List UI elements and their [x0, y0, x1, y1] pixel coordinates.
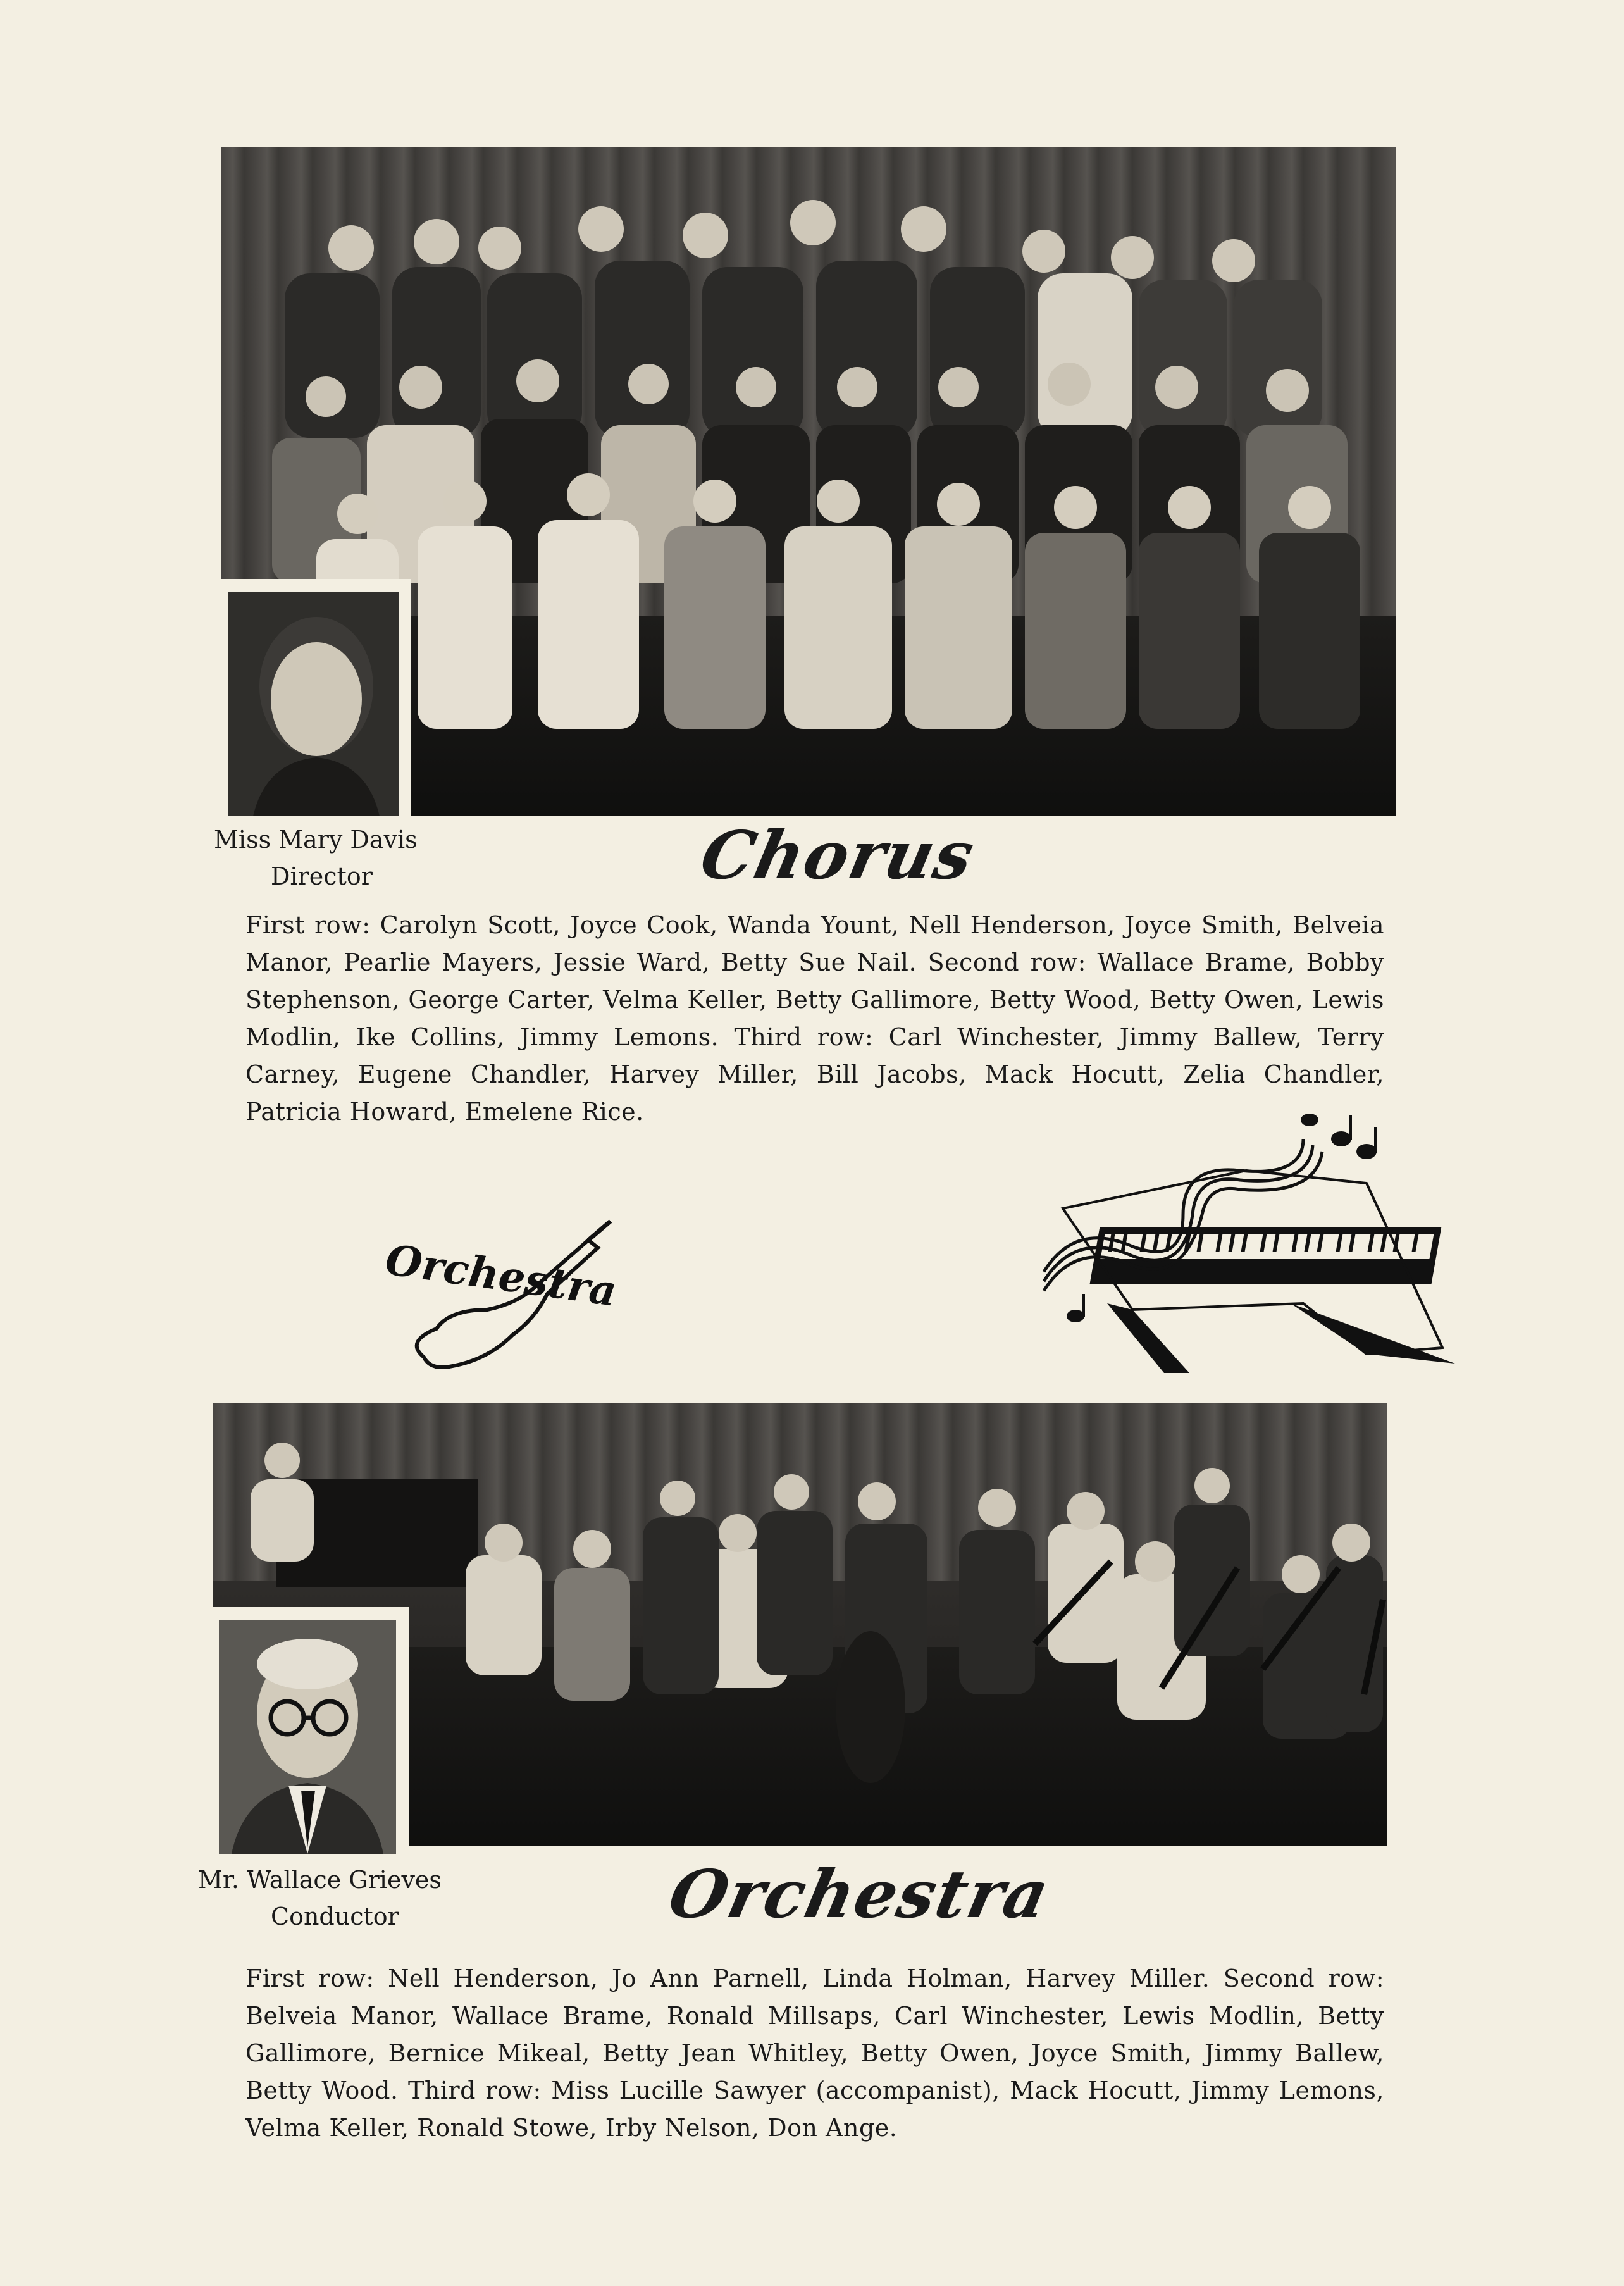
director-role: Director	[271, 862, 373, 890]
conductor-name: Mr. Wallace Grieves	[198, 1866, 442, 1894]
conductor-caption	[198, 1861, 464, 1935]
piano-icon	[1038, 1114, 1455, 1379]
director-caption	[214, 821, 442, 895]
violin-icon	[380, 1215, 658, 1379]
conductor-role: Conductor	[271, 1903, 399, 1930]
director-portrait-image	[228, 592, 399, 816]
orchestra-roster: First row: Nell Henderson, Jo Ann Parnell, Linda Holman, Harvey Miller. Second row: Belveia Manor, Wallace Brame, Ronald Millsaps, Carl Winchester, Lewis Modlin, Betty Gallimore, Bernice Mikeal, Betty Jean Whitley, Betty Owen, Joyce Smith, Jimmy Ballew, Betty Wood. Third row: Miss Lucille Sawyer (accompanist), Mack Hocutt, Jimmy Lemons, Velma Keller, Ronald Stowe, Irby Nelson, Don Ange.	[245, 1965, 1384, 2142]
orchestra-clipart-text: Orchestra	[382, 1234, 620, 1316]
orchestra-title: Orchestra	[662, 1855, 1057, 1933]
director-portrait	[215, 579, 411, 829]
piano-music-clipart	[1038, 1114, 1455, 1379]
conductor-portrait	[206, 1607, 409, 1867]
director-name: Miss Mary Davis	[214, 826, 418, 854]
conductor-portrait-image	[219, 1620, 396, 1854]
orchestra-violin-clipart	[380, 1215, 658, 1379]
chorus-roster: First row: Carolyn Scott, Joyce Cook, Wanda Yount, Nell Henderson, Joyce Smith, Belveia Manor, Pearlie Mayers, Jessie Ward, Betty Sue Nail. Second row: Wallace Brame, Bobby Stephenson, George Carter, Velma Keller, Betty Gallimore, Betty Wood, Betty Owen, Lewis Modlin, Ike Collins, Jimmy Lemons. Third row: Carl Winchester, Jimmy Ballew, Terry Carney, Eugene Chandler, Harvey Miller, Bill Jacobs, Mack Hocutt, Zelia Chandler, Patricia Howard, Emelene Rice.	[245, 911, 1384, 1126]
chorus-title: Chorus	[693, 816, 982, 894]
